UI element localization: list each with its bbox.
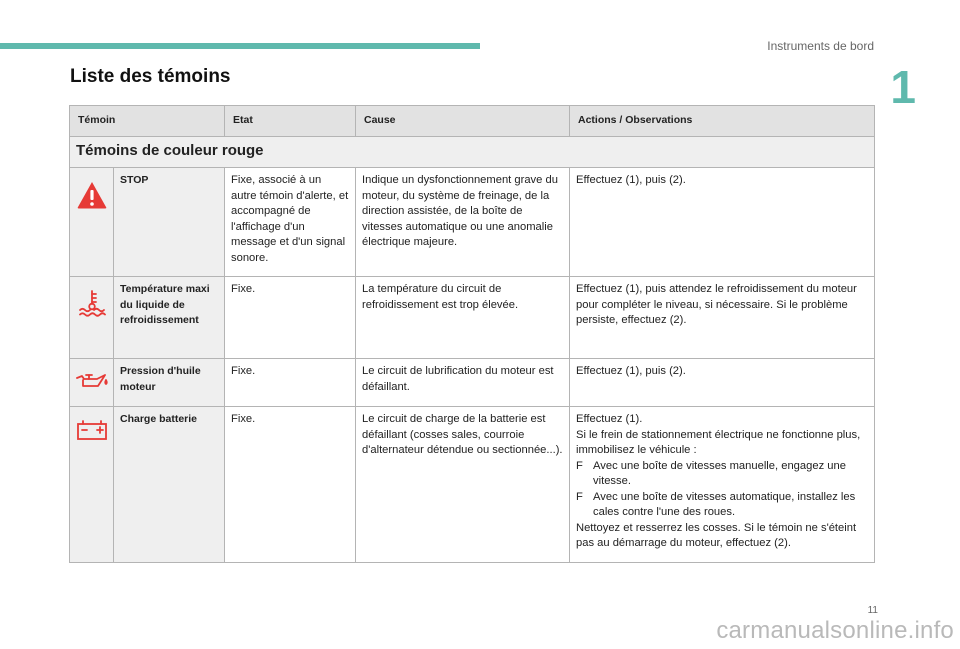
warning-name: Température maxi du liquide de refroidissement [114, 277, 225, 359]
column-header-etat: Etat [225, 106, 356, 137]
bullet-text: Avec une boîte de vitesses automatique, installez les cales contre l'une des roues. [593, 490, 856, 518]
warning-name: STOP [114, 168, 225, 277]
warning-name: Charge batterie [114, 407, 225, 563]
table-row [70, 277, 875, 359]
column-header-actions: Actions / Observations [570, 106, 875, 137]
warning-cause: Indique un dysfonctionnement grave du moteur, du système de freinage, de la direction assistée, de la boîte de vitesses automatique ou une anomalie électrique majeure. [356, 168, 570, 277]
bullet-text: Avec une boîte de vitesses manuelle, engagez une vitesse. [593, 459, 846, 487]
bullet-item [576, 459, 868, 490]
group-title: Témoins de couleur rouge [70, 137, 875, 168]
column-header-cause: Cause [356, 106, 570, 137]
warning-state: Fixe. [225, 277, 356, 359]
warning-action: Effectuez (1), puis (2). [570, 359, 875, 407]
warning-state: Fixe. [225, 407, 356, 563]
column-header-temoin: Témoin [70, 106, 225, 137]
chapter-number: 1 [890, 61, 916, 113]
page-title: Liste des témoins [70, 66, 231, 87]
warning-name: Pression d'huile moteur [114, 359, 225, 407]
table-row [70, 407, 875, 563]
warning-cause: Le circuit de charge de la batterie est défaillant (cosses sales, courroie d'alternateur détendue ou sectionnée...). [356, 407, 570, 563]
action-intro: Effectuez (1). [576, 413, 643, 425]
group-row [70, 137, 875, 168]
warning-cause: Le circuit de lubrification du moteur est défaillant. [356, 359, 570, 407]
table-header-row [70, 106, 875, 137]
bullet-marker: F [576, 490, 583, 503]
action-text: Si le frein de stationnement électrique ne fonctionne plus, immobilisez le véhicule : [576, 428, 861, 456]
warning-cause: La température du circuit de refroidissement est trop élevée. [356, 277, 570, 359]
icon-cell [70, 359, 114, 407]
warning-action: Effectuez (1), puis (2). [570, 168, 875, 277]
bullet-marker: F [576, 459, 583, 472]
oil-pressure-icon [75, 371, 109, 391]
coolant-temperature-icon [77, 289, 107, 317]
warning-lights-table [69, 105, 875, 563]
warning-state: Fixe. [225, 359, 356, 407]
stop-warning-icon [76, 180, 108, 210]
table-row [70, 359, 875, 407]
bullet-item [576, 490, 868, 521]
icon-cell [70, 407, 114, 563]
section-header: Instruments de bord [767, 39, 874, 53]
icon-cell [70, 277, 114, 359]
watermark: carmanualsonline.info [716, 617, 954, 644]
page-number: 11 [867, 605, 878, 616]
action-outro: Nettoyez et resserrez les cosses. Si le témoin ne s'éteint pas au démarrage du moteur, effectuez (2). [576, 521, 857, 549]
header-accent-bar [0, 43, 480, 49]
warning-action [570, 407, 875, 563]
table-row [70, 168, 875, 277]
battery-charge-icon [76, 419, 108, 441]
warning-state: Fixe, associé à un autre témoin d'alerte, et accompagné de l'affichage d'un message et d'un signal sonore. [225, 168, 356, 277]
icon-cell [70, 168, 114, 277]
warning-action: Effectuez (1), puis attendez le refroidissement du moteur pour compléter le niveau, si nécessaire. Si le problème persiste, effectuez (2). [570, 277, 875, 359]
